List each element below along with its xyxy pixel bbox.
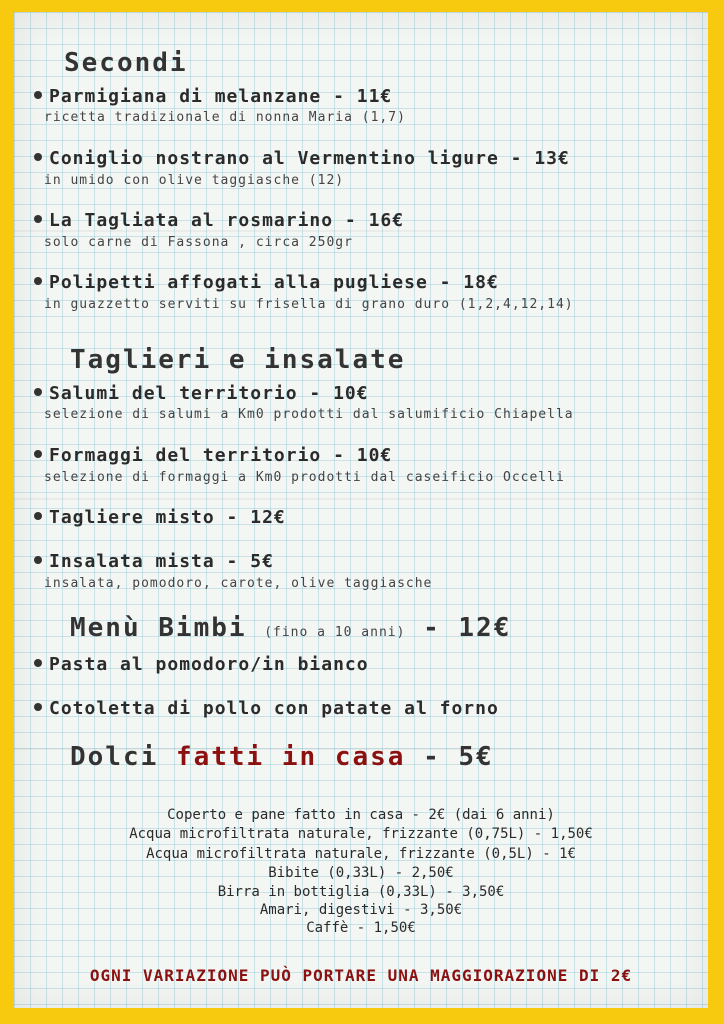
footer-line: Acqua microfiltrata naturale, frizzante (0,75L) - 1,50€ — [129, 826, 593, 842]
item-name: Formaggi del territorio - 10€ — [49, 445, 393, 466]
footer-line: Amari, digestivi - 3,50€ — [259, 902, 463, 918]
footer-line: Acqua microfiltrata naturale, frizzante (0,5L) - 1€ — [146, 846, 576, 862]
item-name: Insalata mista - 5€ — [49, 551, 274, 572]
paper-fold — [14, 498, 708, 500]
item-description: ricetta tradizionale di nonna Maria (1,7) — [44, 110, 406, 125]
bullet-icon — [34, 512, 42, 520]
dolci-highlight: fatti in casa — [175, 742, 406, 772]
variation-warning: OGNI VARIAZIONE PUÒ PORTARE UNA MAGGIORAZIONE DI 2€ — [89, 966, 633, 985]
item-name: Polipetti affogati alla pugliese - 18€ — [49, 272, 499, 293]
item-description: insalata, pomodoro, carote, olive taggiasche — [44, 576, 433, 591]
menu-paper — [14, 12, 708, 1008]
menu-item — [34, 551, 274, 572]
item-name: Pasta al pomodoro/in bianco — [49, 654, 369, 675]
footer-line: Coperto e pane fatto in casa - 2€ (dai 6 anni) — [167, 807, 555, 823]
section-title-taglieri: Taglieri e insalate — [70, 345, 406, 375]
bullet-icon — [34, 388, 42, 396]
item-name: Cotoletta di pollo con patate al forno — [49, 698, 499, 719]
item-name: Parmigiana di melanzane - 11€ — [49, 86, 393, 107]
menu-item — [34, 272, 499, 293]
bullet-icon — [34, 703, 42, 711]
footer-line: Bibite (0,33L) - 2,50€ — [268, 865, 454, 881]
item-name: Tagliere misto - 12€ — [49, 507, 286, 528]
bimbi-age-note: (fino a 10 anni) — [264, 625, 406, 640]
footer-line: Caffè - 1,50€ — [306, 920, 416, 936]
section-title-dolci — [70, 742, 494, 772]
menu-item — [34, 210, 404, 231]
footer-line: Birra in bottiglia (0,33L) - 3,50€ — [217, 884, 505, 900]
menu-item — [34, 383, 369, 404]
bullet-icon — [34, 450, 42, 458]
menu-item — [34, 507, 286, 528]
dolci-title: Dolci — [70, 742, 159, 772]
menu-item — [34, 148, 570, 169]
dolci-price: - 5€ — [423, 742, 494, 772]
bullet-icon — [34, 556, 42, 564]
bullet-icon — [34, 153, 42, 161]
section-title-secondi: Secondi — [64, 48, 188, 78]
item-name: Coniglio nostrano al Vermentino ligure - 13€ — [49, 148, 570, 169]
bullet-icon — [34, 91, 42, 99]
section-title-bimbi — [70, 613, 511, 643]
item-description: in guazzetto serviti su frisella di grano duro (1,2,4,12,14) — [44, 297, 574, 312]
item-name: Salumi del territorio - 10€ — [49, 383, 369, 404]
bullet-icon — [34, 277, 42, 285]
bimbi-price: - 12€ — [423, 613, 512, 643]
item-name: La Tagliata al rosmarino - 16€ — [49, 210, 405, 231]
item-description: in umido con olive taggiasche (12) — [44, 173, 345, 188]
menu-item — [34, 445, 392, 466]
menu-item — [34, 654, 369, 675]
bullet-icon — [34, 215, 42, 223]
bullet-icon — [34, 659, 42, 667]
menu-item — [34, 86, 392, 107]
menu-item — [34, 698, 499, 719]
item-description: selezione di formaggi a Km0 prodotti dal caseificio Occelli — [44, 470, 565, 485]
item-description: solo carne di Fassona , circa 250gr — [44, 235, 353, 250]
bimbi-title: Menù Bimbi — [70, 613, 247, 643]
item-description: selezione di salumi a Km0 prodotti dal salumificio Chiapella — [44, 407, 574, 422]
